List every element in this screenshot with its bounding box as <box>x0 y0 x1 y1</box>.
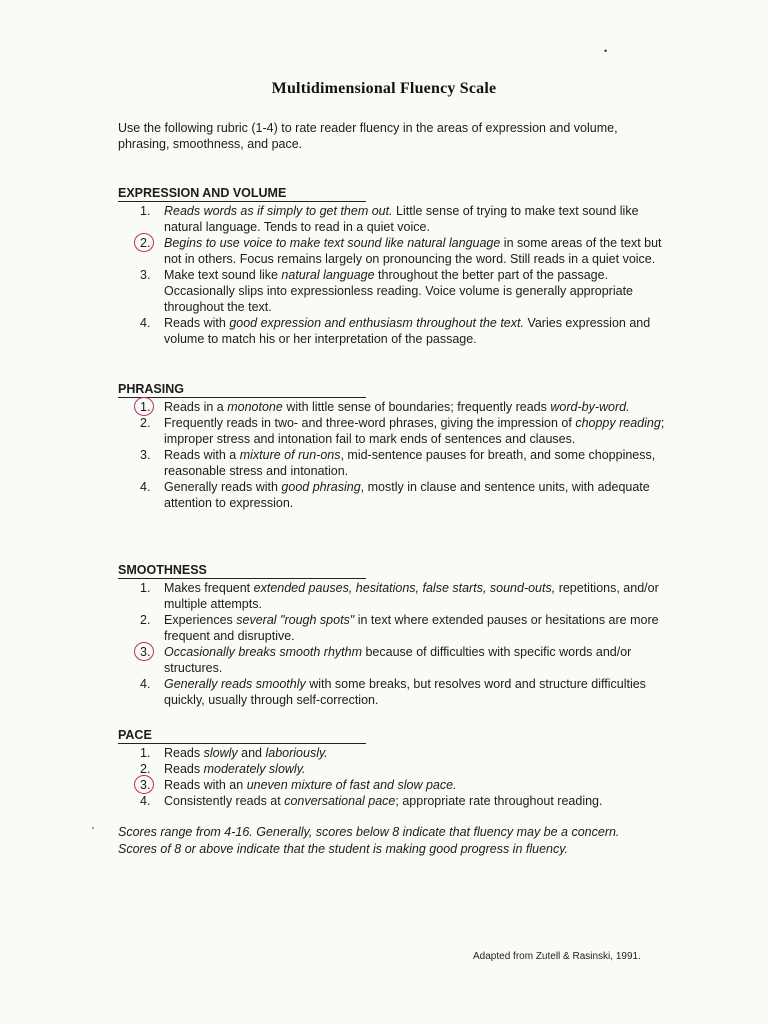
intro-paragraph: Use the following rubric (1-4) to rate reader fluency in the areas of expression and volume, phrasing, smoothness, and pace. <box>118 121 618 151</box>
item-text <box>164 645 631 675</box>
rubric-item <box>118 777 678 793</box>
rubric-item <box>118 612 678 644</box>
section-smoothness <box>118 561 678 708</box>
plain-text: repetitions, and/or multiple attempts. <box>164 581 659 611</box>
item-number: 4. <box>140 480 151 494</box>
rubric-item <box>118 580 678 612</box>
item-number: 1. <box>140 581 151 595</box>
plain-text: and <box>237 746 266 760</box>
item-text <box>164 613 659 643</box>
item-text <box>164 746 328 760</box>
plain-text: Reads with an <box>164 778 247 792</box>
emphasized-text: good phrasing <box>281 480 361 494</box>
plain-text: Varies expression and volume to match his or her interpretation of the passage. <box>164 316 651 346</box>
plain-text: throughout the better part of the passage. Occasionally slips into expressionless reading. Voice volume is generally appropriate throughout the text. <box>164 268 633 314</box>
emphasized-text: extended pauses, hesitations, false starts, sound-outs, <box>253 581 556 595</box>
score-circle-mark <box>134 397 154 416</box>
rubric-item <box>118 644 678 676</box>
plain-text: Reads <box>164 762 204 776</box>
plain-text: because of difficulties with specific words and/or structures. <box>164 645 632 675</box>
section-heading: PHRASING <box>118 381 366 398</box>
plain-text: Make text sound like <box>164 268 282 282</box>
item-text <box>164 204 639 234</box>
emphasized-text: Begins to use voice to make text sound like natural language <box>164 236 501 250</box>
plain-text: , mostly in clause and sentence units, with adequate attention to expression. <box>164 480 650 510</box>
item-text <box>164 778 457 792</box>
item-text <box>164 794 602 808</box>
plain-text: with some breaks, but resolves word and structure difficulties quickly, usually through self-correction. <box>164 677 646 707</box>
item-text <box>164 316 650 346</box>
rubric-item <box>118 676 678 708</box>
section-heading: EXPRESSION AND VOLUME <box>118 185 366 202</box>
emphasized-text: Generally reads smoothly <box>164 677 306 691</box>
score-circle-mark <box>134 642 154 661</box>
rubric-item <box>118 203 678 235</box>
plain-text: Frequently reads in two- and three-word phrases, giving the impression of <box>164 416 576 430</box>
item-number: 2. <box>140 762 151 776</box>
plain-text: with little sense of boundaries; frequently reads <box>282 400 551 414</box>
item-text <box>164 400 630 414</box>
emphasized-text: choppy reading <box>575 416 661 430</box>
plain-text: Reads in a <box>164 400 228 414</box>
item-text <box>164 762 306 776</box>
item-number: 1. <box>140 400 151 414</box>
emphasized-text: Occasionally breaks smooth rhythm <box>164 645 362 659</box>
emphasized-text: natural language <box>281 268 375 282</box>
rubric-item <box>118 315 678 347</box>
plain-text: in some areas of the text but not in others. Focus remains largely on pronouncing the word. Still reads in a quiet voice. <box>164 236 662 266</box>
scores-footnote: Scores range from 4-16. Generally, scores below 8 indicate that fluency may be a concern. Scores of 8 or above indicate that the student is making good progress in fluency. <box>118 825 620 856</box>
item-text <box>164 268 633 314</box>
item-number: 4. <box>140 316 151 330</box>
item-number: 1. <box>140 204 151 218</box>
rubric-item <box>118 447 678 479</box>
item-number: 3. <box>140 448 151 462</box>
item-number: 2. <box>140 613 151 627</box>
plain-text: Experiences <box>164 613 237 627</box>
emphasized-text: laboriously. <box>265 746 328 760</box>
rubric-item <box>118 479 678 511</box>
plain-text: Reads with a <box>164 448 240 462</box>
item-number: 2. <box>140 416 151 430</box>
rubric-item <box>118 793 678 809</box>
item-number: 3. <box>140 778 151 792</box>
emphasized-text: uneven mixture of fast and slow pace. <box>246 778 457 792</box>
item-text <box>164 677 646 707</box>
margin-mark: ' <box>92 826 94 837</box>
document-title: Multidimensional Fluency Scale <box>271 80 497 97</box>
item-number: 4. <box>140 677 151 691</box>
item-number: 4. <box>140 794 151 808</box>
plain-text: in text where extended pauses or hesitations are more frequent and disruptive. <box>164 613 659 643</box>
emphasized-text: several "rough spots" <box>236 613 355 627</box>
item-text <box>164 480 650 510</box>
plain-text: Little sense of trying to make text sound like natural language. Tends to read in a quiet voice. <box>164 204 639 234</box>
item-text <box>164 416 664 446</box>
section-phrasing <box>118 380 678 511</box>
emphasized-text: mixture of run-ons <box>239 448 341 462</box>
emphasized-text: word-by-word. <box>550 400 630 414</box>
item-text <box>164 581 659 611</box>
section-pace <box>118 726 678 809</box>
emphasized-text: good expression and enthusiasm throughout the text. <box>229 316 524 330</box>
rubric-list <box>118 580 678 708</box>
rubric-item <box>118 399 678 415</box>
emphasized-text: monotone <box>227 400 283 414</box>
plain-text: ; appropriate rate throughout reading. <box>395 794 603 808</box>
rubric-list <box>118 745 678 809</box>
rubric-item <box>118 235 678 267</box>
rubric-list <box>118 203 678 347</box>
section-heading: PACE <box>118 727 366 744</box>
plain-text: Reads <box>164 746 204 760</box>
score-circle-mark <box>134 233 154 252</box>
emphasized-text: moderately slowly. <box>203 762 306 776</box>
item-number: 1. <box>140 746 151 760</box>
rubric-list <box>118 399 678 511</box>
plain-text: Makes frequent <box>164 581 254 595</box>
source-credit: Adapted from Zutell & Rasinski, 1991. <box>473 951 641 962</box>
plain-text: Generally reads with <box>164 480 282 494</box>
plain-text: Reads with <box>164 316 230 330</box>
emphasized-text: conversational pace <box>284 794 396 808</box>
item-number: 3. <box>140 268 151 282</box>
plain-text: , mid-sentence pauses for breath, and some choppiness, reasonable stress and intonation. <box>164 448 656 478</box>
rubric-item <box>118 745 678 761</box>
item-number: 2. <box>140 236 151 250</box>
score-circle-mark <box>134 775 154 794</box>
rubric-item <box>118 267 678 315</box>
emphasized-text: Reads words as if simply to get them out. <box>164 204 393 218</box>
emphasized-text: slowly <box>203 746 238 760</box>
section-expression-volume <box>118 184 678 347</box>
rubric-item <box>118 761 678 777</box>
section-heading: SMOOTHNESS <box>118 562 366 579</box>
item-number: 3. <box>140 645 151 659</box>
scan-speck: • <box>604 46 608 56</box>
plain-text: ; improper stress and intonation fail to mark ends of sentences and clauses. <box>164 416 665 446</box>
rubric-item <box>118 415 678 447</box>
item-text <box>164 236 662 266</box>
item-text <box>164 448 655 478</box>
plain-text: Consistently reads at <box>164 794 285 808</box>
